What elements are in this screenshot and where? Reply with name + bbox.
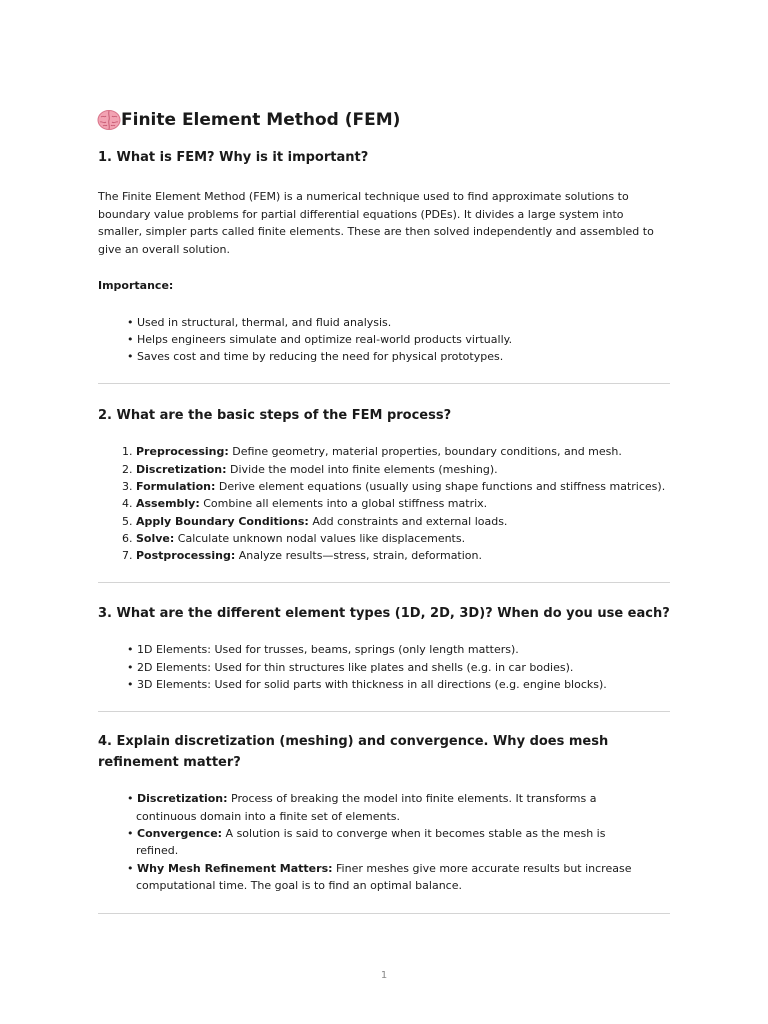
brain-emoji-icon [97,109,121,131]
list-item: • 2D Elements: Used for thin structures like plates and shells (e.g. in car bodies). [127,660,574,674]
section-2-heading: 2. What are the basic steps of the FEM process? [98,408,452,424]
section-1-intro: The Finite Element Method (FEM) is a numerical technique used to find approximate solutions to boundary value problems for partial differential equations (PDEs). It divides a large system into smaller, simpler parts called finite elements. These are then solved independently and assembled to give an overall solution. [98,190,654,256]
list-item: 5. Apply Boundary Conditions: Add constraints and external loads. [122,514,508,528]
importance-label: Importance: [98,279,174,292]
section-3-heading: 3. What are the different element types (1D, 2D, 3D)? When do you use each? [98,606,670,622]
section-divider [98,582,670,583]
section-divider [98,711,670,712]
list-item: • Convergence: A solution is said to converge when it becomes stable as the mesh is refined. [127,826,606,858]
list-item: 4. Assembly: Combine all elements into a global stiffness matrix. [122,497,488,511]
list-item: • Used in structural, thermal, and fluid analysis. [127,315,392,329]
document-content [98,106,670,914]
list-item: 6. Solve: Calculate unknown nodal values like displacements. [122,531,466,545]
list-item: • Discretization: Process of breaking the model into finite elements. It transforms a continuous domain into a finite set of elements. [127,792,597,823]
steps-list [98,443,670,564]
list-item: 7. Postprocessing: Analyze results—stress, strain, deformation. [122,549,483,563]
list-item: • Why Mesh Refinement Matters: Finer meshes give more accurate results but increase computational time. The goal is to find an optimal balance. [127,861,632,892]
list-item: • 1D Elements: Used for trusses, beams, springs (only length matters). [127,643,519,657]
meshing-list [98,790,670,894]
section-4-heading: 4. Explain discretization (meshing) and convergence. Why does mesh refinement matter? [98,734,609,771]
list-item: 3. Formulation: Derive element equations (usually using shape functions and stiffness matrices). [122,479,666,493]
list-item: • Saves cost and time by reducing the need for physical prototypes. [127,350,504,364]
section-divider [98,913,670,914]
section-1-heading: 1. What is FEM? Why is it important? [98,150,369,165]
page-title [98,106,670,134]
element-types-list [98,641,670,693]
importance-list [98,314,670,366]
list-item: 2. Discretization: Divide the model into finite elements (meshing). [122,462,498,476]
list-item: 1. Preprocessing: Define geometry, material properties, boundary conditions, and mesh. [122,445,622,459]
page-title-text: Finite Element Method (FEM) [121,110,401,130]
list-item: • Helps engineers simulate and optimize real-world products virtually. [127,332,513,346]
page-number: 1 [380,970,388,981]
section-divider [98,383,670,384]
list-item: • 3D Elements: Used for solid parts with thickness in all directions (e.g. engine blocks). [127,678,607,692]
